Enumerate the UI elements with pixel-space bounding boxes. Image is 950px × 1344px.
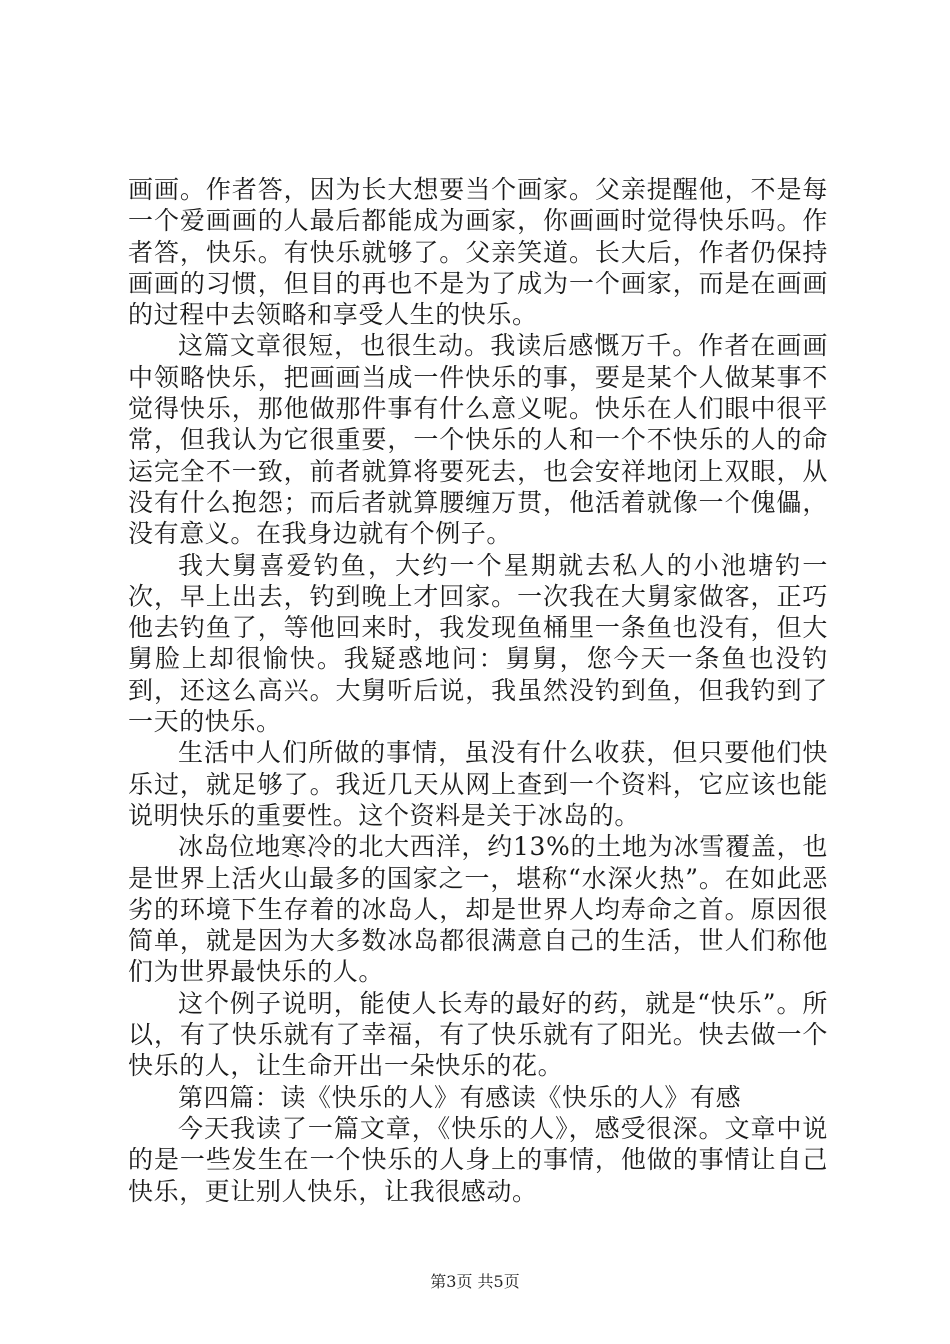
page-number: 第3页 共5页	[430, 1272, 520, 1291]
paragraph: 今天我读了一篇文章，《快乐的人》，感受很深。文章中说的是一些发生在一个快乐的人身上的事情，他做的事情让自己快乐，更让别人快乐，让我很感动。	[128, 1113, 828, 1206]
paragraph: 我大舅喜爱钓鱼，大约一个星期就去私人的小池塘钓一次，早上出去，钓到晚上才回家。一次我在大舅家做客，正巧他去钓鱼了，等他回来时，我发现鱼桶里一条鱼也没有，但大舅脸上却很愉快。我疑惑地问：舅舅，您今天一条鱼也没钓到，还这么高兴。大舅听后说，我虽然没钓到鱼，但我钓到了一天的快乐。	[128, 550, 828, 737]
paragraph: 画画。作者答，因为长大想要当个画家。父亲提醒他，不是每一个爱画画的人最后都能成为画家，你画画时觉得快乐吗。作者答，快乐。有快乐就够了。父亲笑道。长大后，作者仍保持画画的习惯，但目的再也不是为了成为一个画家，而是在画画的过程中去领略和享受人生的快乐。	[128, 175, 828, 330]
paragraph: 这篇文章很短，也很生动。我读后感慨万千。作者在画画中领略快乐，把画画当成一件快乐的事，要是某个人做某事不觉得快乐，那他做那件事有什么意义呢。快乐在人们眼中很平常，但我认为它很重要，一个快乐的人和一个不快乐的人的命运完全不一致，前者就算将要死去，也会安祥地闭上双眼，从没有什么抱怨；而后者就算腰缠万贯，他活着就像一个傀儡，没有意义。在我身边就有个例子。	[128, 331, 828, 549]
paragraph: 这个例子说明，能使人长寿的最好的药，就是“快乐”。所以，有了快乐就有了幸福，有了快乐就有了阳光。快去做一个快乐的人，让生命开出一朵快乐的花。	[128, 988, 828, 1081]
paragraph: 冰岛位地寒冷的北大西洋，约13%的土地为冰雪覆盖，也是世界上活火山最多的国家之一，堪称“水深火热”。在如此恶劣的环境下生存着的冰岛人，却是世界人均寿命之首。原因很简单，就是因为大多数冰岛都很满意自己的生活，世人们称他们为世界最快乐的人。	[128, 832, 828, 987]
paragraph: 生活中人们所做的事情，虽没有什么收获，但只要他们快乐过，就足够了。我近几天从网上查到一个资料，它应该也能说明快乐的重要性。这个资料是关于冰岛的。	[128, 738, 828, 830]
section-heading: 第四篇：读《快乐的人》有感读《快乐的人》有感	[178, 1082, 742, 1112]
document-body	[128, 174, 828, 1207]
page-footer	[0, 1272, 950, 1292]
